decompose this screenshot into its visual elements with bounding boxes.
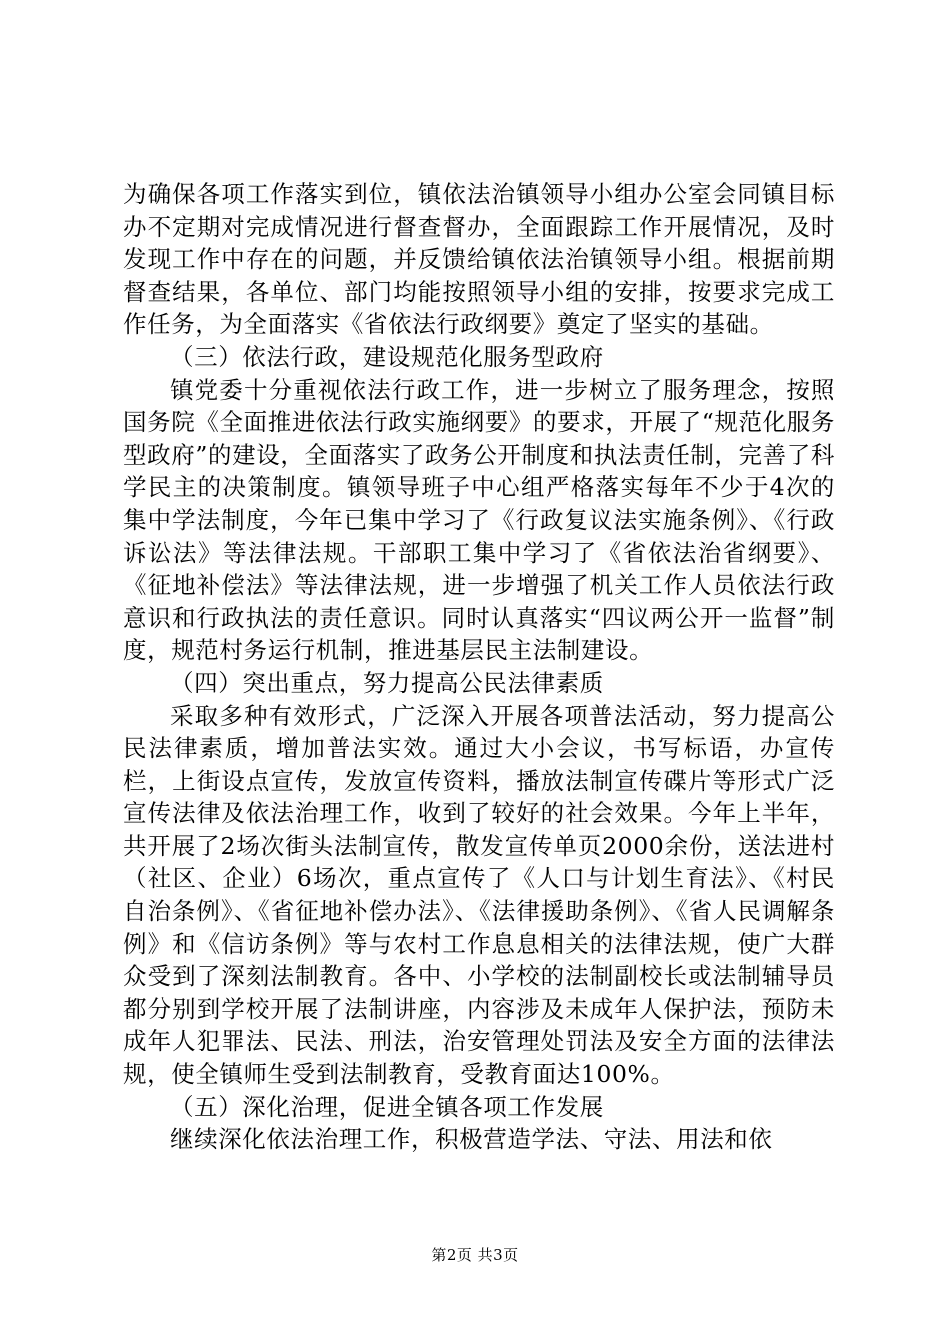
section-heading-5: （五）深化治理，促进全镇各项工作发展 [170,1092,604,1121]
section-heading-4: （四）突出重点，努力提高公民法律素质 [170,668,604,697]
paragraph-continuation: 为确保各项工作落实到位，镇依法治镇领导小组办公室会同镇目标办不定期对完成情况进行督查督办，全面跟踪工作开展情况，及时发现工作中存在的问题，并反馈给镇依法治镇领导小组。根据前期督查结果，各单位、部门均能按照领导小组的安排，按要求完成工作任务，为全面落实《省依法行政纲要》奠定了坚实的基础。 [123,180,835,339]
section-heading-3: （三）依法行政，建设规范化服务型政府 [170,342,604,371]
paragraph-legal-education: 采取多种有效形式，广泛深入开展各项普法活动，努力提高公民法律素质，增加普法实效。通过大小会议，书写标语，办宣传栏，上街设点宣传，发放宣传资料，播放法制宣传碟片等形式广泛宣传法律及依法治理工作，收到了较好的社会效果。今年上半年，共开展了2场次街头法制宣传，散发宣传单页2000余份，送法进村（社区、企业）6场次，重点宣传了《人口与计划生育法》、《村民自治条例》、《省征地补偿办法》、《法律援助条例》、《省人民调解条例》和《信访条例》等与农村工作息息相关的法律法规，使广大群众受到了深刻法制教育。各中、小学校的法制副校长或法制辅导员都分别到学校开展了法制讲座，内容涉及未成年人保护法，预防未成年人犯罪法、民法、刑法，治安管理处罚法及安全方面的法律法规，使全镇师生受到法制教育，受教育面达100%。 [123,701,835,1089]
page-number-footer: 第2页 共3页 [431,1246,519,1264]
paragraph-deepen-governance: 继续深化依法治理工作，积极营造学法、守法、用法和依 [170,1125,773,1154]
document-body [123,178,835,1156]
paragraph-administration: 镇党委十分重视依法行政工作，进一步树立了服务理念，按照国务院《全面推进依法行政实施纲要》的要求，开展了“规范化服务型政府”的建设，全面落实了政务公开制度和执法责任制，完善了科学民主的决策制度。镇领导班子中心组严格落实每年不少于4次的集中学法制度，今年已集中学习了《行政复议法实施条例》、《行政诉讼法》等法律法规。干部职工集中学习了《省依法治省纲要》、《征地补偿法》等法律法规，进一步增强了机关工作人员依法行政意识和行政执法的责任意识。同时认真落实“四议两公开一监督”制度，规范村务运行机制，推进基层民主法制建设。 [123,375,835,665]
